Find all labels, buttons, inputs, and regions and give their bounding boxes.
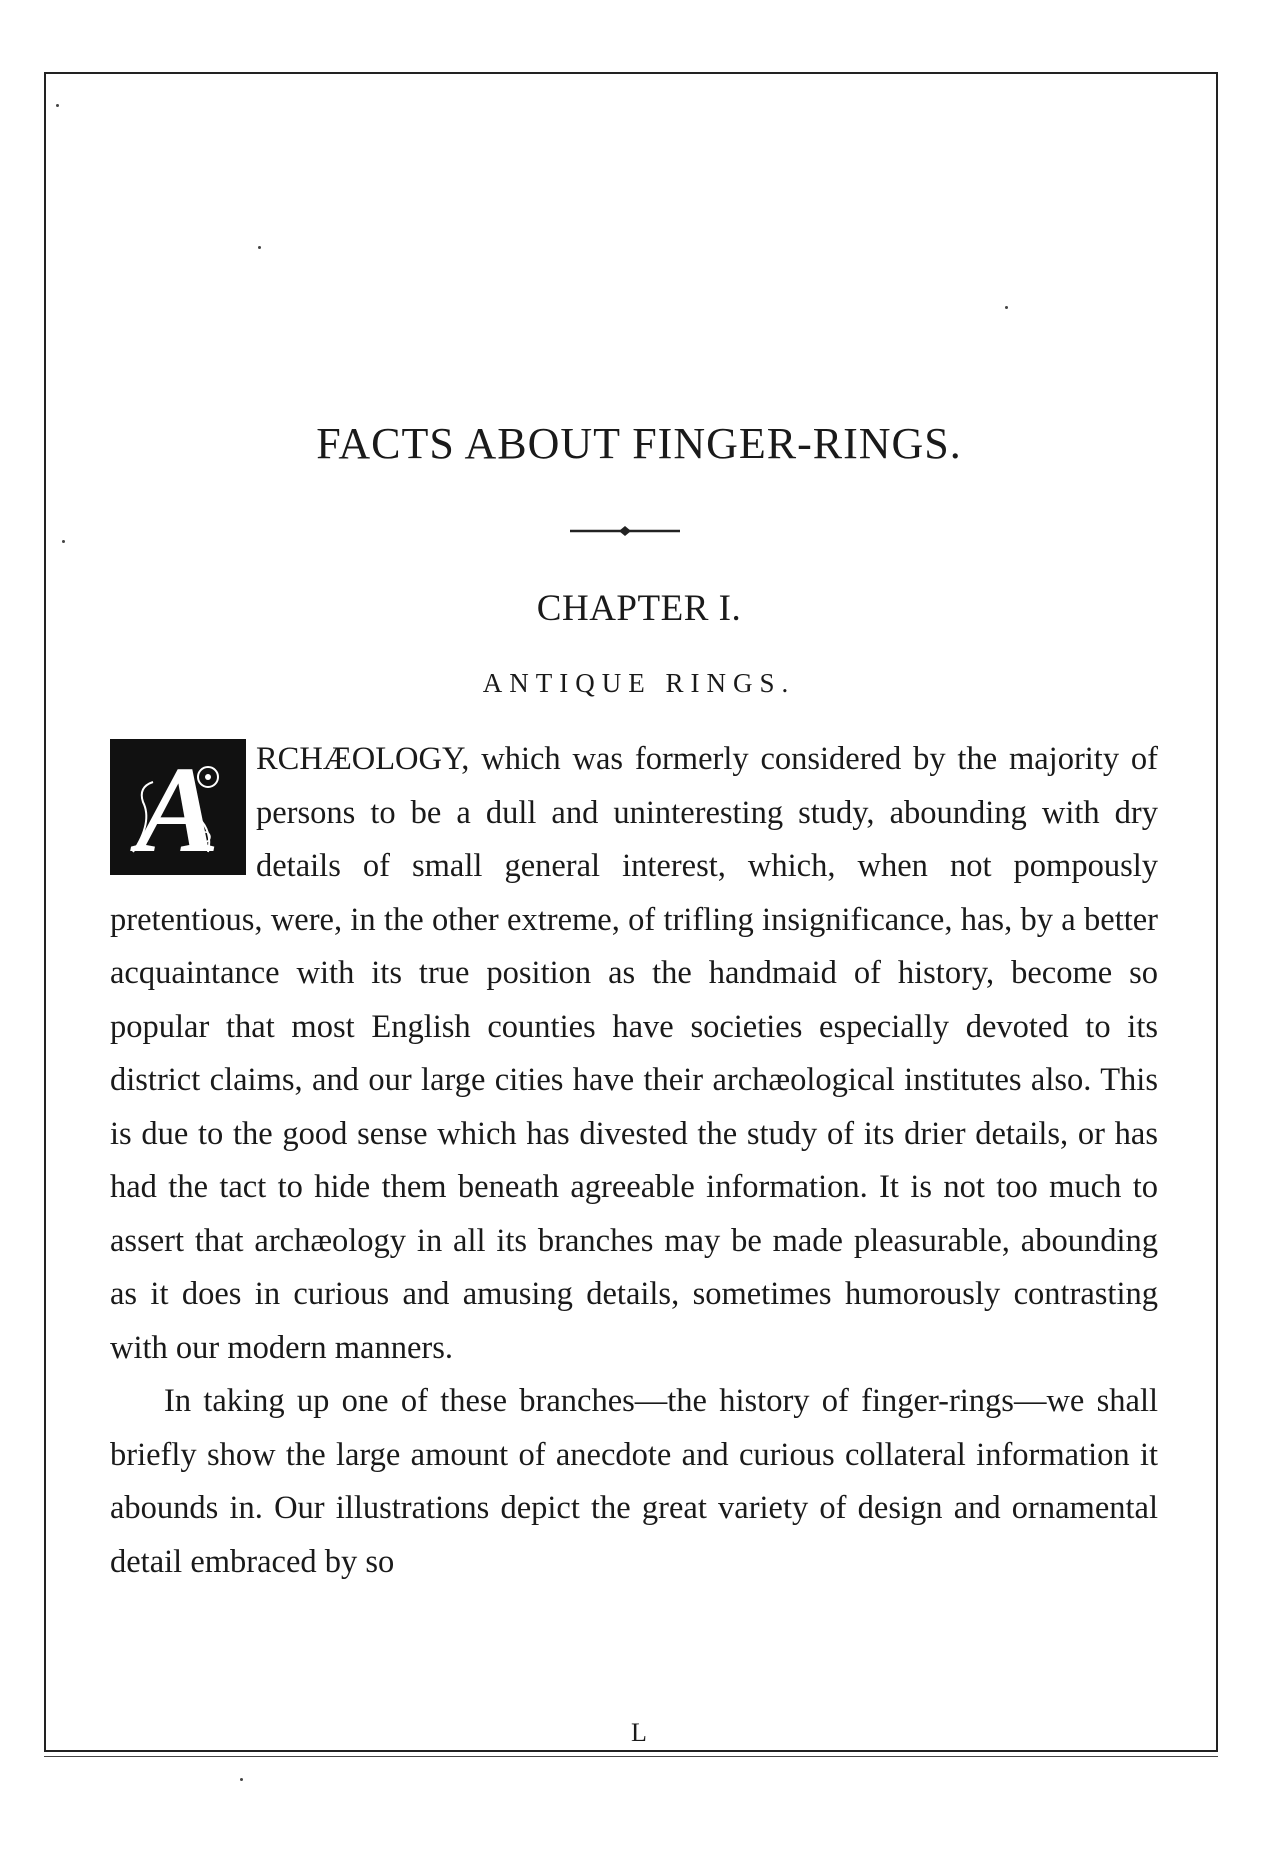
- print-speck: [1005, 306, 1008, 309]
- title-ornament: [570, 525, 680, 537]
- print-speck: [62, 540, 65, 543]
- paragraph-1: RCHÆOLOGY, which was formerly considered by the majority of persons to be a dull and uninteresting study, abounding with dry details of small general interest, which, when not pompously pretentious, were, in the other extreme, of trifling insignificance, has, by a better acquaintance with its true position as the handmaid of history, become so popular that most English counties have societies especially devoted to its district claims, and our large cities have their archæological institutes also. This is due to the good sense which has divested the study of its drier details, or has had the tact to hide them beneath agreeable information. It is not too much to assert that archæology in all its branches may be made pleasurable, abounding as it does in curious and amusing details, sometimes humorously contrasting with our modern manners.: [110, 741, 1158, 1366]
- page-title: FACTS ABOUT FINGER-RINGS.: [316, 419, 962, 468]
- page-bottom-rule: [44, 1756, 1218, 1757]
- dropcap-letter: A: [136, 741, 220, 878]
- print-speck: [56, 104, 59, 107]
- ornamental-dropcap: [110, 739, 246, 878]
- paragraph-2: In taking up one of these branches—the history of finger-rings—we shall briefly show the large amount of anecdote and curious collateral information it abounds in. Our illustrations depict the great variety of design and ornamental detail embraced by so: [110, 1383, 1158, 1580]
- chapter-subtitle: ANTIQUE RINGS.: [482, 668, 796, 698]
- print-speck: [258, 246, 261, 249]
- chapter-heading: CHAPTER I.: [536, 588, 742, 629]
- print-speck: [240, 1778, 243, 1781]
- signature-mark: L: [631, 1718, 647, 1747]
- body-text: [110, 733, 1158, 1589]
